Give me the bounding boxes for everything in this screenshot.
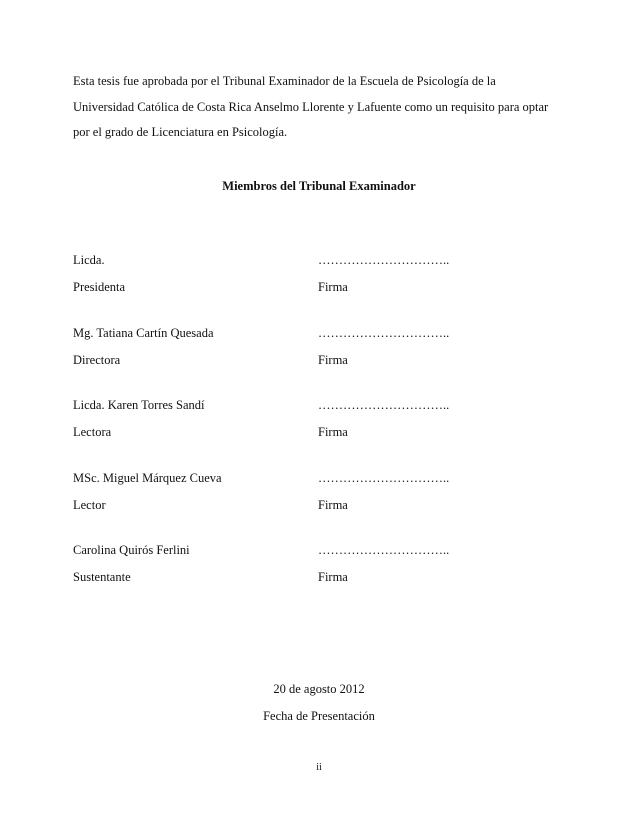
member-name: Carolina Quirós Ferlini xyxy=(73,543,190,557)
signature-line: ………………………….. xyxy=(318,326,450,340)
member-name: MSc. Miguel Márquez Cueva xyxy=(73,471,222,485)
signature-label: Firma xyxy=(318,280,348,294)
member-name: Licda. Karen Torres Sandí xyxy=(73,398,205,412)
tribunal-heading: Miembros del Tribunal Examinador xyxy=(222,179,416,193)
member-role: Lector xyxy=(73,498,106,512)
member-presidenta xyxy=(73,253,573,313)
approval-line-2: Universidad Católica de Costa Rica Anselmo Llorente y Lafuente como un requisito para optar xyxy=(73,99,549,114)
signature-line: ………………………….. xyxy=(318,253,450,267)
member-role: Lectora xyxy=(73,425,112,439)
member-sustentante xyxy=(73,543,573,603)
presentation-date: 20 de agosto 2012 xyxy=(273,682,365,696)
member-name: Licda. xyxy=(73,253,105,267)
member-lectora xyxy=(73,398,573,458)
signature-label: Firma xyxy=(318,498,348,512)
member-directora xyxy=(73,326,573,386)
signature-line: ………………………….. xyxy=(318,471,450,485)
member-lector xyxy=(73,471,573,531)
member-name: Mg. Tatiana Cartín Quesada xyxy=(73,326,214,340)
signature-label: Firma xyxy=(318,353,348,367)
signature-line: ………………………….. xyxy=(318,398,450,412)
signature-line: ………………………….. xyxy=(318,543,450,557)
approval-line-3: por el grado de Licenciatura en Psicología. xyxy=(73,125,288,139)
signature-label: Firma xyxy=(318,570,348,584)
member-role: Presidenta xyxy=(73,280,126,294)
member-role: Sustentante xyxy=(73,570,131,584)
page-number: ii xyxy=(316,762,322,773)
approval-line-1: Esta tesis fue aprobada por el Tribunal Examinador de la Escuela de Psicología de la xyxy=(73,74,496,88)
presentation-date-label: Fecha de Presentación xyxy=(263,709,375,723)
signature-label: Firma xyxy=(318,425,348,439)
member-role: Directora xyxy=(73,353,121,367)
approval-paragraph xyxy=(73,69,573,146)
